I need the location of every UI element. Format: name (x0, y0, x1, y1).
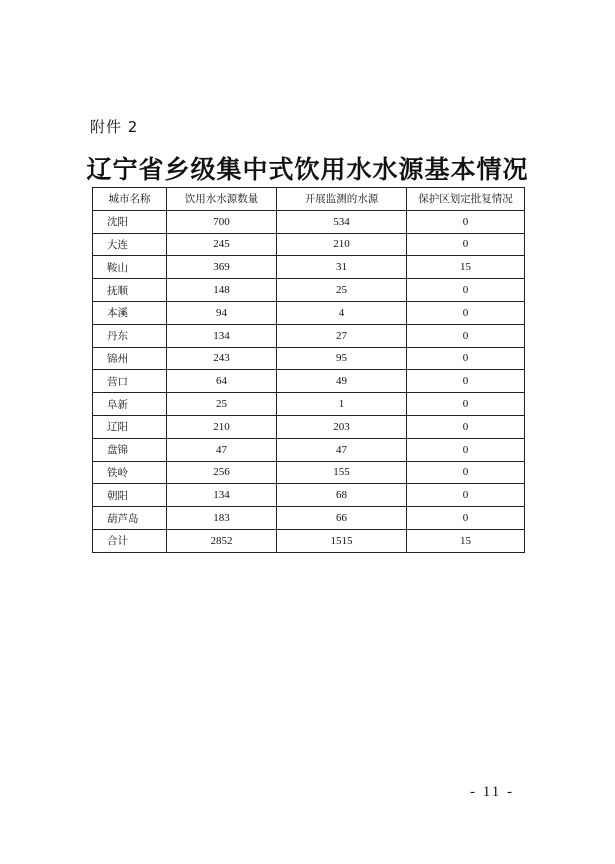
document-title: 辽宁省乡级集中式饮用水水源基本情况 (86, 155, 529, 184)
cell-monitored: 27 (277, 324, 407, 347)
cell-source-count: 245 (167, 233, 277, 256)
table-row (93, 393, 525, 416)
cell-source-count: 134 (167, 324, 277, 347)
cell-source-count: 700 (167, 210, 277, 233)
cell-protection-zone: 0 (407, 484, 525, 507)
cell-city: 阜新 (93, 393, 167, 416)
cell-source-count: 243 (167, 347, 277, 370)
cell-monitored: 4 (277, 301, 407, 324)
page-number: - 11 - (470, 784, 514, 800)
cell-monitored: 1 (277, 393, 407, 416)
cell-source-count: 64 (167, 370, 277, 393)
cell-city: 抚顺 (93, 279, 167, 302)
table-row (93, 484, 525, 507)
cell-source-count: 148 (167, 279, 277, 302)
table-header-row (93, 188, 525, 211)
cell-protection-zone: 0 (407, 301, 525, 324)
cell-city: 本溪 (93, 301, 167, 324)
cell-protection-zone: 0 (407, 210, 525, 233)
table-row (93, 347, 525, 370)
cell-city: 锦州 (93, 347, 167, 370)
cell-protection-zone: 15 (407, 529, 525, 552)
cell-monitored: 25 (277, 279, 407, 302)
cell-source-count: 94 (167, 301, 277, 324)
cell-protection-zone: 0 (407, 415, 525, 438)
table-row (93, 279, 525, 302)
cell-monitored: 95 (277, 347, 407, 370)
header-protection-zone: 保护区划定批复情况 (407, 188, 525, 211)
attachment-label: 附件 2 (90, 118, 139, 136)
cell-protection-zone: 0 (407, 324, 525, 347)
water-source-table (92, 187, 525, 553)
cell-monitored: 534 (277, 210, 407, 233)
cell-city: 葫芦岛 (93, 507, 167, 530)
cell-source-count: 183 (167, 507, 277, 530)
cell-protection-zone: 0 (407, 347, 525, 370)
header-monitored: 开展监测的水源 (277, 188, 407, 211)
cell-source-count: 25 (167, 393, 277, 416)
cell-city: 丹东 (93, 324, 167, 347)
cell-city: 鞍山 (93, 256, 167, 279)
cell-source-count: 47 (167, 438, 277, 461)
cell-city: 朝阳 (93, 484, 167, 507)
cell-source-count: 210 (167, 415, 277, 438)
cell-source-count: 134 (167, 484, 277, 507)
cell-city: 盘锦 (93, 438, 167, 461)
cell-city: 辽阳 (93, 415, 167, 438)
table-row (93, 256, 525, 279)
table-row (93, 438, 525, 461)
cell-city: 大连 (93, 233, 167, 256)
table-row (93, 210, 525, 233)
table-row (93, 324, 525, 347)
cell-source-count: 369 (167, 256, 277, 279)
cell-city: 铁岭 (93, 461, 167, 484)
cell-protection-zone: 0 (407, 507, 525, 530)
cell-monitored: 49 (277, 370, 407, 393)
cell-monitored: 31 (277, 256, 407, 279)
cell-protection-zone: 0 (407, 279, 525, 302)
cell-protection-zone: 0 (407, 393, 525, 416)
cell-source-count: 256 (167, 461, 277, 484)
table-row (93, 529, 525, 552)
cell-city: 营口 (93, 370, 167, 393)
cell-protection-zone: 0 (407, 370, 525, 393)
cell-monitored: 155 (277, 461, 407, 484)
table-row (93, 301, 525, 324)
header-city: 城市名称 (93, 188, 167, 211)
table-row (93, 233, 525, 256)
header-source-count: 饮用水水源数量 (167, 188, 277, 211)
cell-monitored: 47 (277, 438, 407, 461)
cell-monitored: 1515 (277, 529, 407, 552)
cell-source-count: 2852 (167, 529, 277, 552)
cell-monitored: 66 (277, 507, 407, 530)
cell-city: 沈阳 (93, 210, 167, 233)
cell-protection-zone: 0 (407, 233, 525, 256)
cell-monitored: 68 (277, 484, 407, 507)
table-row (93, 370, 525, 393)
cell-city: 合计 (93, 529, 167, 552)
table-row (93, 415, 525, 438)
cell-monitored: 210 (277, 233, 407, 256)
cell-protection-zone: 0 (407, 461, 525, 484)
cell-protection-zone: 15 (407, 256, 525, 279)
cell-protection-zone: 0 (407, 438, 525, 461)
table-row (93, 461, 525, 484)
table-row (93, 507, 525, 530)
cell-monitored: 203 (277, 415, 407, 438)
